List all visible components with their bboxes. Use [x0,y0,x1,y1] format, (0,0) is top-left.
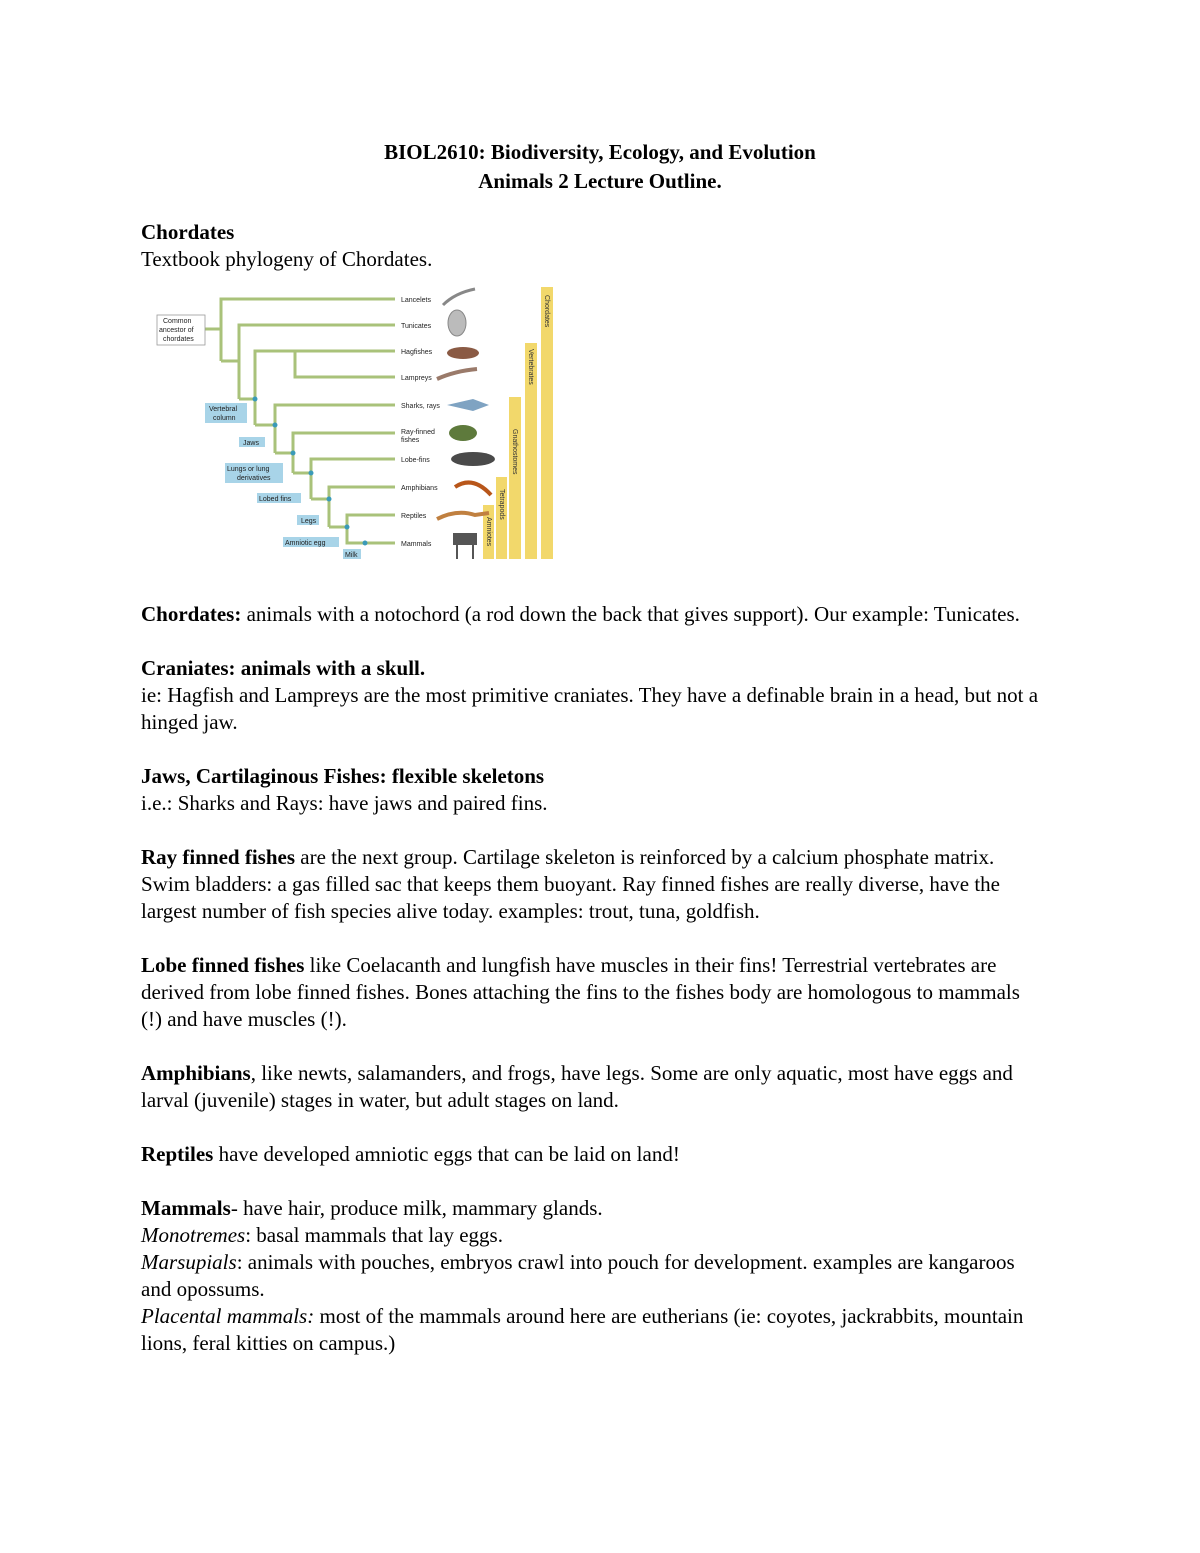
clade-bar-gnathostomes [509,397,521,559]
section-jaws-detail: i.e.: Sharks and Rays: have jaws and paired fins. [141,791,548,815]
trait-boxes [205,403,361,559]
svg-text:Legs: Legs [301,518,317,525]
lamprey-icon [437,369,477,379]
section-reptiles: Reptiles have developed amniotic eggs that can be laid on land! [141,1142,680,1166]
document-header [141,138,1041,196]
mammals-marsupials: Marsupials: animals with pouches, embryos crawl into pouch for development. examples are kangaroos and opossums. [141,1250,1015,1301]
taxon-hagfishes: Hagfishes [401,349,433,356]
ray-finned-fish-icon [449,425,477,441]
taxon-ray-finned-2: fishes [401,437,420,444]
clade-label-chordates: Chordates [543,295,550,328]
mammals-placental: Placental mammals: most of the mammals around here are eutherians (ie: coyotes, jackrabbits, mountain lions, feral kitties on campus.) [141,1304,1024,1355]
clade-label-vertebrates: Vertebrates [527,349,534,385]
section-craniates-detail: ie: Hagfish and Lampreys are the most primitive craniates. They have a definable brain in a head, but not a hinged jaw. [141,683,1039,734]
taxon-mammals: Mammals [401,541,432,548]
section-chordates: Chordates: animals with a notochord (a rod down the back that gives support). Our example: Tunicates. [141,602,1020,626]
document-page [141,138,1041,1357]
root-label: Common ancestor of chordates [159,318,194,343]
amphibian-icon [455,483,491,496]
section-lobe-finned: Lobe finned fishes like Coelacanth and lungfish have muscles in their fins! Terrestrial vertebrates are derived from lobe finned fishes. Bones attaching the fins to the fishes body are homologous to mammals (!) and have muscles (!). [141,953,1020,1031]
zebra-icon [453,533,477,545]
taxon-reptiles: Reptiles [401,513,427,520]
taxon-tunicates: Tunicates [401,323,432,330]
clade-label-amniotes: Amniotes [485,517,492,547]
clade-label-tetrapods: Tetrapods [498,489,505,520]
svg-text:Milk: Milk [345,552,358,559]
course-title: BIOL2610: Biodiversity, Ecology, and Evolution [384,140,816,164]
reptile-icon [437,513,489,519]
shark-icon [447,399,489,411]
svg-text:Lobed fins: Lobed fins [259,496,292,503]
section-ray-finned: Ray finned fishes are the next group. Cartilage skeleton is reinforced by a calcium phosphate matrix. Swim bladders: a gas filled sac that keeps them buoyant. Ray finned fishes are really diverse, have the largest number of fish species alive today. examples: trout, tuna, goldfish. [141,845,1000,923]
clade-label-gnathostomes: Gnathostomes [511,429,518,475]
tunicate-icon [448,310,466,336]
hagfish-icon [447,347,479,359]
lobe-fin-icon [451,452,495,466]
taxon-lobe-fins: Lobe-fins [401,457,430,464]
svg-text:Jaws: Jaws [243,440,259,447]
mammals-monotremes: Monotremes: basal mammals that lay eggs. [141,1223,503,1247]
taxon-amphibians: Amphibians [401,485,438,492]
section-mammals: Mammals- have hair, produce milk, mammary glands. [141,1196,603,1220]
chordate-phylogeny-diagram [155,287,575,579]
taxon-lampreys: Lampreys [401,375,432,382]
section-craniates: Craniates: animals with a skull. [141,656,426,680]
taxon-lancelets: Lancelets [401,297,431,304]
svg-text:Vertebralcolumn: Vertebral column [209,406,238,422]
svg-text:Lungs or lungderivatives: Lungs or lung derivatives [227,466,271,482]
taxon-labels [401,297,440,548]
lancelet-icon [443,289,475,305]
phylogeny-svg [155,287,575,579]
clade-bar-chordates [541,287,553,559]
intro-text: Textbook phylogeny of Chordates. [141,247,433,271]
taxon-sharks-rays: Sharks, rays [401,403,440,410]
taxon-ray-finned: Ray-finned [401,429,435,436]
lecture-title: Animals 2 Lecture Outline. [478,169,722,193]
section-amphibians: Amphibians, like newts, salamanders, and frogs, have legs. Some are only aquatic, most have eggs and larval (juvenile) stages in water, but adult stages on land. [141,1061,1013,1112]
section-jaws: Jaws, Cartilaginous Fishes: flexible skeletons [141,764,545,788]
svg-text:Amniotic egg: Amniotic egg [285,540,326,547]
chordates-heading: Chordates [141,220,235,244]
